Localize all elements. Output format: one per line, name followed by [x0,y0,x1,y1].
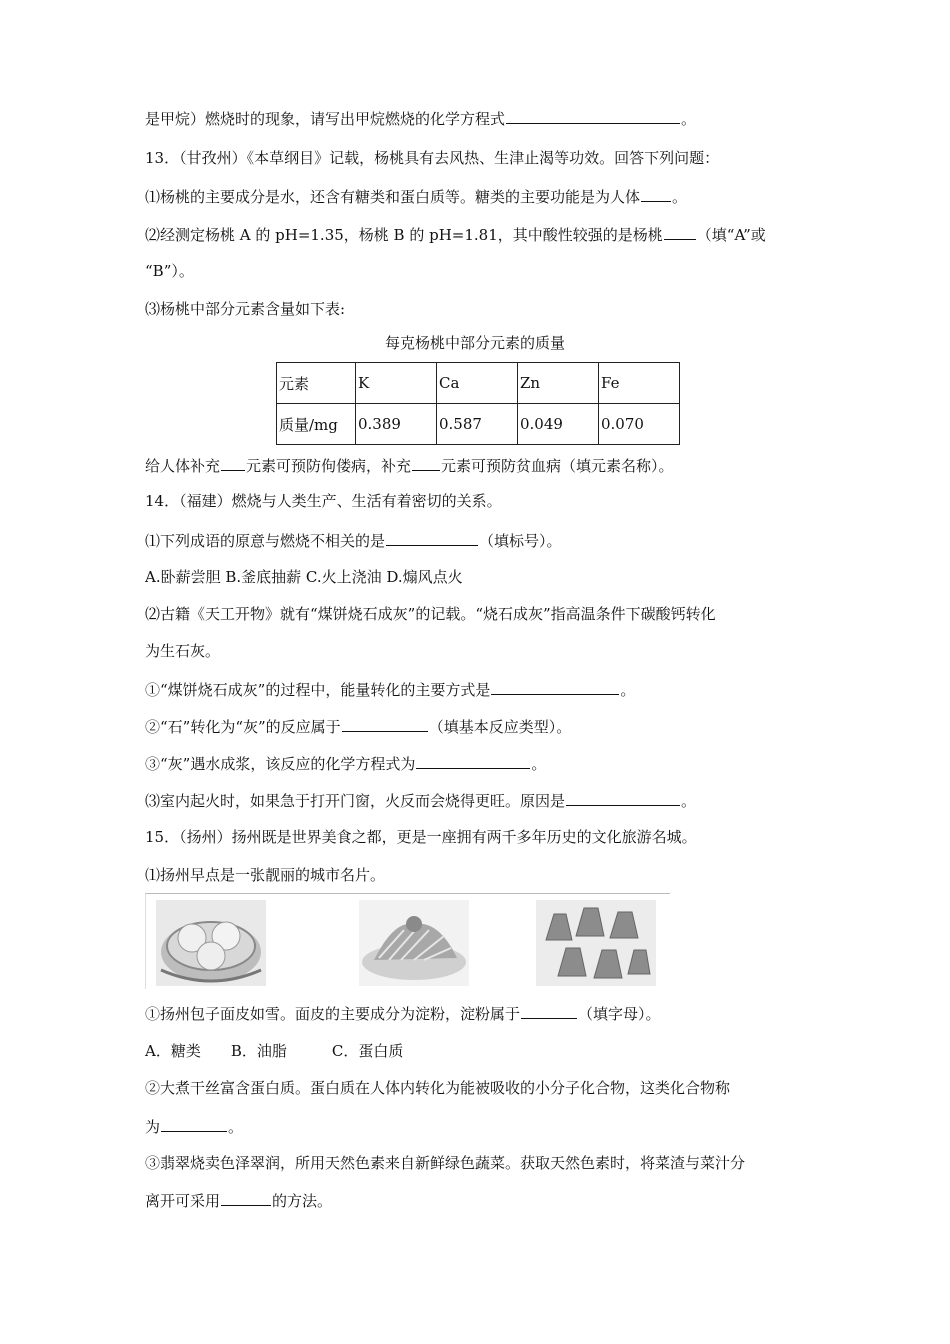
text-line: A．糖类 B．油脂 C．蛋白质 [145,1042,404,1060]
table-cell: 质量/mg [277,404,356,445]
text-line: “B”）。 [145,262,194,280]
text-line: ⑵经测定杨桃 A 的 pH=1.35，杨桃 B 的 pH=1.81，其中酸性较强的是杨桃 （填“A”或 [145,226,766,244]
dried-tofu-shreds-image [359,900,469,986]
steamed-buns-image [156,900,266,986]
table-cell: 元素 [277,363,356,404]
text-line: ⑶室内起火时，如果急于打开门窗，火反而会烧得更旺。原因是 。 [145,792,697,810]
shaomai-image [536,900,656,986]
table-cell: Fe [599,363,680,404]
table-cell: K [356,363,437,404]
text-line: A.卧薪尝胆 B.釜底抽薪 C.火上浇油 D.煽风点火 [145,568,463,586]
text-line: ③翡翠烧卖色泽翠润，所用天然色素来自新鲜绿色蔬菜。获取天然色素时，将菜渣与菜汁分 [145,1154,746,1172]
text-line: ①“煤饼烧石成灰”的过程中，能量转化的主要方式是 。 [145,681,636,699]
text-line: ⑴杨桃的主要成分是水，还含有糖类和蛋白质等。糖类的主要功能是为人体 。 [145,188,688,206]
answer-blank[interactable] [566,790,680,806]
question-14-heading: 14．（福建）燃烧与人类生产、生活有着密切的关系。 [145,492,502,510]
text-line: ②“石”转化为“灰”的反应属于 （填基本反应类型）。 [145,718,572,736]
answer-blank[interactable] [221,455,245,471]
answer-blank[interactable] [161,1116,227,1132]
text-line: ①扬州包子面皮如雪。面皮的主要成分为淀粉，淀粉属于 （填字母）。 [145,1005,661,1023]
table-cell: 0.070 [599,404,680,445]
table-caption: 每克杨桃中部分元素的质量 [384,334,565,352]
food-photos [145,893,670,989]
text-line: ③“灰”遇水成浆，该反应的化学方程式为 。 [145,755,547,773]
element-mass-table [276,362,680,445]
text-line: ⑴扬州早点是一张靓丽的城市名片。 [145,866,386,884]
text-line: 为生石灰。 [145,642,221,660]
text-line: 离开可采用 的方法。 [145,1192,333,1210]
text-line: ⑶杨桃中部分元素含量如下表: [145,300,346,318]
table-row [277,363,680,404]
answer-blank[interactable] [506,108,680,124]
text-line: ⑴下列成语的原意与燃烧不相关的是 （填标号）。 [145,532,562,550]
text-line: ②大煮干丝富含蛋白质。蛋白质在人体内转化为能被吸收的小分子化合物，这类化合物称 [145,1079,731,1097]
answer-blank[interactable] [416,753,530,769]
answer-blank[interactable] [521,1003,577,1019]
table-cell: Zn [518,363,599,404]
text-line: 给人体补充 元素可预防佝偻病，补充 元素可预防贫血病（填元素名称）。 [145,457,674,475]
question-13-heading: 13．（甘孜州）《本草纲目》记载，杨桃具有去风热、生津止渴等功效。回答下列问题： [145,149,720,167]
table-cell: 0.049 [518,404,599,445]
table-cell: 0.587 [437,404,518,445]
table-cell: Ca [437,363,518,404]
answer-blank[interactable] [386,530,478,546]
table-cell: 0.389 [356,404,437,445]
answer-blank[interactable] [221,1190,271,1206]
answer-blank[interactable] [641,186,671,202]
text-line: 为 。 [145,1118,244,1136]
text-line: 是甲烷）燃烧时的现象，请写出甲烷燃烧的化学方程式 。 [145,110,697,128]
answer-blank[interactable] [412,455,440,471]
answer-blank[interactable] [491,679,619,695]
text-line: ⑵古籍《天工开物》就有“煤饼烧石成灰”的记载。“烧石成灰”指高温条件下碳酸钙转化 [145,605,716,623]
answer-blank[interactable] [664,224,696,240]
question-15-heading: 15．（扬州）扬州既是世界美食之都，更是一座拥有两千多年历史的文化旅游名城。 [145,828,697,846]
answer-blank[interactable] [342,716,428,732]
table-row [277,404,680,445]
